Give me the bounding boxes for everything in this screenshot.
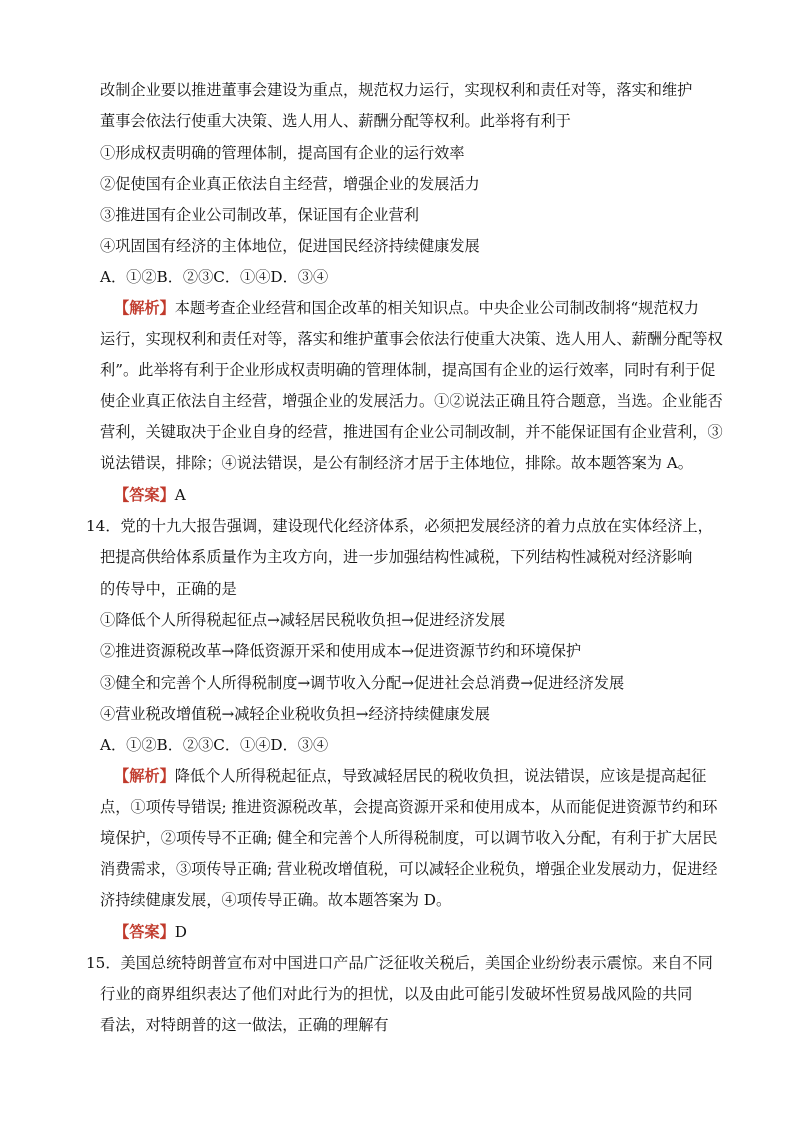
- q13-answer: [114, 484, 186, 506]
- q14-choices: A．①②B．②③C．①④D．③④: [100, 736, 329, 754]
- q13-choices: A．①②B．②③C．①④D．③④: [100, 268, 329, 286]
- q13-stem-line-2: 董事会依法行使重大决策、选人用人、薪酬分配等权利。此举将有利于: [100, 112, 571, 130]
- q13-analysis-line-6: 说法错误，排除；④说法错误，是公有制经济才居于主体地位，排除。故本题答案为 A。: [100, 454, 693, 472]
- q14-stem-line-1: 14．党的十九大报告强调，建设现代化经济体系，必须把发展经济的着力点放在实体经济上，: [86, 517, 713, 535]
- q14-analysis-line-3: 境保护，②项传导不正确; 健全和完善个人所得税制度，可以调节收入分配，有利于扩大居民: [100, 829, 718, 847]
- q15-stem-line-1: 15．美国总统特朗普宣布对中国进口产品广泛征收关税后，美国企业纷纷表示震惊。来自不同: [86, 954, 713, 972]
- q14-stem-line-3: 的传导中，正确的是: [100, 580, 237, 598]
- q14-answer-value: D: [174, 923, 187, 941]
- q13-analysis-tag: 【解析】: [114, 299, 175, 317]
- q14-option-2: ②推进资源税改革→降低资源开采和使用成本→促进资源节约和环境保护: [100, 642, 582, 660]
- q13-answer-tag: 【答案】: [114, 486, 175, 504]
- q13-option-1: ①形成权责明确的管理体制，提高国有企业的运行效率: [100, 144, 465, 162]
- q13-stem-line-1: 改制企业要以推进董事会建设为重点，规范权力运行，实现权利和责任对等，落实和维护: [100, 81, 693, 99]
- q14-answer-tag: 【答案】: [114, 923, 175, 941]
- q14-analysis-line-1: [114, 765, 706, 787]
- q14-analysis-tag: 【解析】: [114, 767, 175, 785]
- q14-analysis-text-1: 降低个人所得税起征点，导致减轻居民的税收负担，说法错误，应该是提高起征: [174, 767, 707, 785]
- q13-analysis-line-1: [114, 297, 699, 319]
- q15-stem-line-3: 看法，对特朗普的这一做法，正确的理解有: [100, 1016, 389, 1034]
- q13-answer-value: A: [174, 486, 186, 504]
- q14-stem-line-2: 把提高供给体系质量作为主攻方向，进一步加强结构性减税，下列结构性减税对经济影响: [100, 548, 693, 566]
- q14-option-1: ①降低个人所得税起征点→减轻居民税收负担→促进经济发展: [100, 611, 506, 629]
- q13-analysis-line-2: 运行，实现权利和责任对等，落实和维护董事会依法行使重大决策、选人用人、薪酬分配等权: [100, 330, 723, 348]
- q13-option-2: ②促使国有企业真正依法自主经营，增强企业的发展活力: [100, 175, 480, 193]
- q14-answer: [114, 921, 187, 943]
- q14-option-3: ③健全和完善个人所得税制度→调节收入分配→促进社会总消费→促进经济发展: [100, 674, 625, 692]
- q13-analysis-text-1: 本题考查企业经营和国企改革的相关知识点。中央企业公司制改制将“规范权力: [174, 299, 699, 317]
- q13-analysis-line-4: 使企业真正依法自主经营，增强企业的发展活力。①②说法正确且符合题意，当选。企业能否: [100, 392, 723, 410]
- q14-analysis-line-5: 济持续健康发展，④项传导正确。故本题答案为 D。: [100, 891, 452, 909]
- q15-stem-line-2: 行业的商界组织表达了他们对此行为的担忧，以及由此可能引发破坏性贸易战风险的共同: [100, 985, 693, 1003]
- q14-analysis-line-4: 消费需求，③项传导正确; 营业税改增值税，可以减轻企业税负，增强企业发展动力，促进经: [100, 860, 718, 878]
- q14-option-4: ④营业税改增值税→减轻企业税收负担→经济持续健康发展: [100, 705, 490, 723]
- q13-analysis-line-3: 利”。此举将有利于企业形成权责明确的管理体制，提高国有企业的运行效率，同时有利于促: [100, 361, 716, 379]
- q14-analysis-line-2: 点，①项传导错误; 推进资源税改革，会提高资源开采和使用成本，从而能促进资源节约和环: [100, 798, 718, 816]
- q13-analysis-line-5: 营利，关键取决于企业自身的经营，推进国有企业公司制改制，并不能保证国有企业营利，③: [100, 423, 723, 441]
- q13-option-3: ③推进国有企业公司制改革，保证国有企业营利: [100, 206, 419, 224]
- q13-option-4: ④巩固国有经济的主体地位，促进国民经济持续健康发展: [100, 237, 480, 255]
